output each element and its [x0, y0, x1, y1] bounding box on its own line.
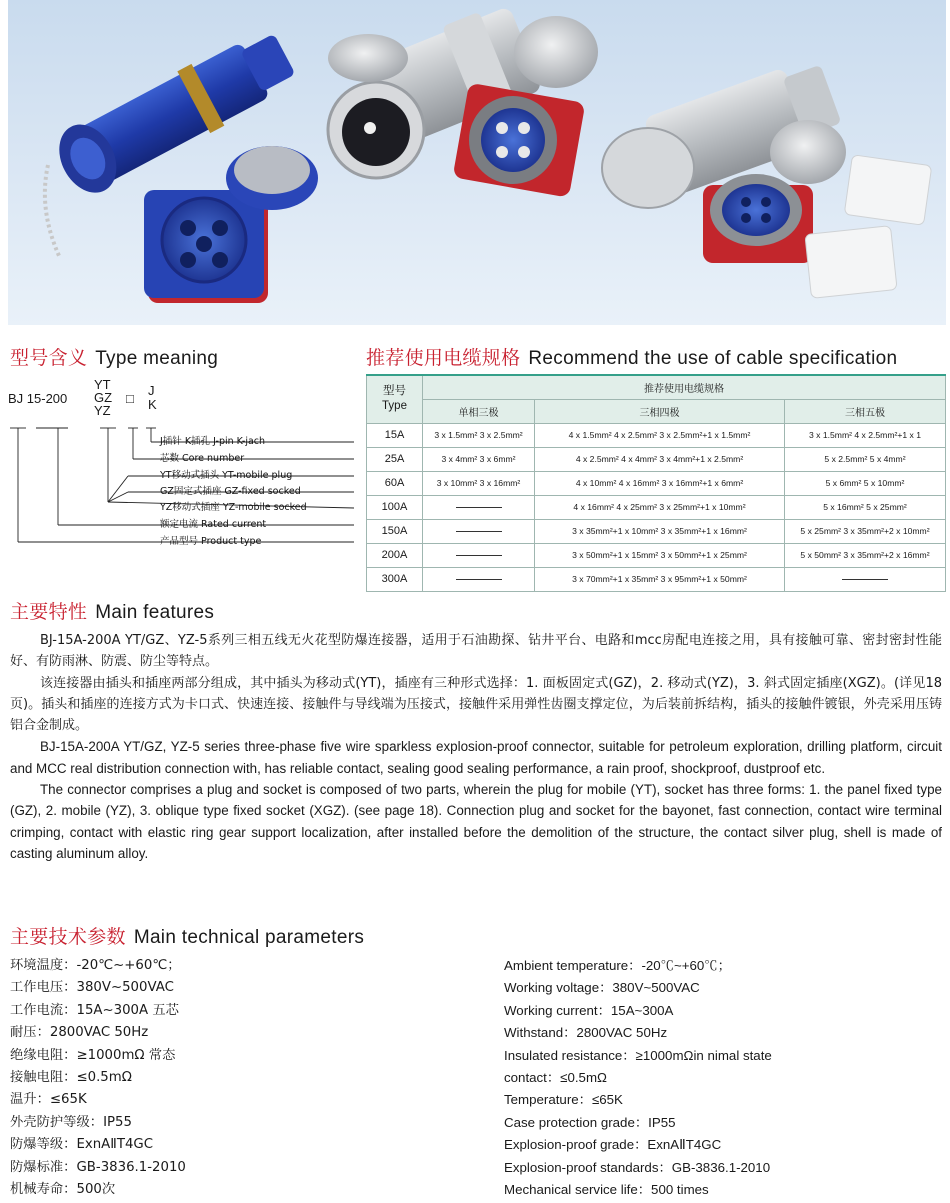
- param-item-cn: 耐压：2800VAC 50Hz: [10, 1025, 149, 1041]
- main-features-text: [10, 630, 942, 864]
- table-cell-five: 5 x 6mm² 5 x 10mm²: [785, 471, 946, 495]
- param-item-cn: 环境温度：-20℃~+60℃；: [10, 958, 181, 973]
- param-item-cn: 机械寿命：500次: [10, 1182, 116, 1198]
- param-item-en: Ambient temperature：-20℃~+60℃；: [504, 958, 731, 973]
- param-item-cn: 绝缘电阻：≥1000mΩ 常态: [10, 1047, 176, 1063]
- table-header-three-phase-five: 三相五极: [785, 399, 946, 423]
- table-cell-five: 5 x 50mm² 3 x 35mm²+2 x 16mm²: [785, 543, 946, 567]
- main-features-title-cn: 主要特性: [10, 601, 88, 623]
- label-rated-current: 额定电流 Rated current: [160, 519, 267, 530]
- table-cell-single: 3 x 4mm² 3 x 6mm²: [423, 447, 535, 471]
- table-row: [367, 567, 946, 591]
- cable-spec-title-cn: 推荐使用电缆规格: [366, 347, 521, 369]
- table-cell-type: 150A: [367, 519, 423, 543]
- technical-params-title-cn: 主要技术参数: [10, 926, 126, 948]
- table-cell-five: [785, 567, 946, 591]
- grey-socket-right: [703, 174, 813, 263]
- main-features-title-en: Main features: [95, 602, 215, 623]
- table-header-type: [367, 375, 423, 423]
- table-row: [367, 447, 946, 471]
- table-cell-five: 5 x 25mm² 3 x 35mm²+2 x 10mm²: [785, 519, 946, 543]
- table-cell-single: [423, 495, 535, 519]
- cable-spec-title-en: Recommend the use of cable specification: [528, 348, 898, 369]
- feature-paragraph-en-1: BJ-15A-200A YT/GZ, YZ-5 series three-phase five wire sparkless explosion-proof connector, suitable for petroleum exploration, drilling platform, circuit and MCC real distribution connection with, has reliable contact, sealing good sealing performance, a rain proof, shockproof, dustproof etc.: [10, 739, 942, 776]
- technical-params-title: [10, 922, 364, 949]
- technical-params-title-en: Main technical parameters: [133, 927, 365, 948]
- param-item-en: Working voltage：380V~500VAC: [504, 980, 700, 996]
- grey-socket-red-flange: [453, 83, 586, 198]
- main-features-title: [10, 597, 214, 624]
- cable-spec-table: [366, 374, 946, 592]
- type-code-main: BJ 15-200: [8, 391, 68, 406]
- table-header-group: 推荐使用电缆规格: [423, 375, 946, 399]
- type-code-j: J: [148, 383, 155, 398]
- table-row: [367, 471, 946, 495]
- label-gz-fixed-socket: GZ固定式插座 GZ-fixed socked: [160, 486, 301, 497]
- param-item-en: Withstand：2800VAC 50Hz: [504, 1025, 668, 1041]
- param-item-cn: 接触电阻：≤0.5mΩ: [10, 1070, 132, 1086]
- type-meaning-title-cn: 型号含义: [10, 347, 88, 369]
- table-row: [367, 543, 946, 567]
- table-cell-five: 5 x 16mm² 5 x 25mm²: [785, 495, 946, 519]
- label-product-type: 产品型号 Product type: [160, 536, 262, 547]
- type-code-k: K: [148, 397, 157, 412]
- table-cell-type: 25A: [367, 447, 423, 471]
- param-item-cn: 外壳防护等级：IP55: [10, 1114, 132, 1130]
- table-cell-five: 5 x 2.5mm² 5 x 4mm²: [785, 447, 946, 471]
- type-code-gz: GZ: [94, 390, 113, 405]
- param-item-cn: 温升：≤65K: [10, 1092, 87, 1108]
- type-code-jk: [148, 384, 157, 412]
- param-item-cn: 工作电流：15A~300A 五芯: [10, 1002, 179, 1018]
- table-header-type-en: Type: [382, 400, 407, 413]
- type-code-variants: [94, 378, 112, 417]
- feature-paragraph-cn-2: 该连接器由插头和插座两部分组成，其中插头为移动式(YT)，插座有三种形式选择：1. 面板固定式(GZ)，2. 移动式(YZ)，3. 斜式固定插座(XGZ)。(详见18页)。插头和插座的连接方式为卡口式、快速连接、接触件与导线端为压接式，接触件采用弹性齿圈支撑定位，为后装前拆结构，插头的接触件镀银，外壳采用压铸铝合金制成。: [10, 675, 942, 734]
- label-core-number: 芯数 Core number: [160, 453, 245, 464]
- table-header-type-cn: 型号: [383, 385, 406, 398]
- table-cell-single: [423, 543, 535, 567]
- table-cell-four: 4 x 1.5mm² 4 x 2.5mm² 3 x 2.5mm²+1 x 1.5mm²: [535, 423, 785, 447]
- table-header-three-phase-four: 三相四极: [535, 399, 785, 423]
- label-yt-mobile-plug: YT移动式插头 YT-mobile plug: [160, 470, 293, 481]
- param-item-en: Mechanical service life：500 times: [504, 1182, 709, 1198]
- label-pin-jack: J插针 K插孔 J-pin K-jach: [160, 436, 266, 447]
- param-item-en: Temperature：≤65K: [504, 1092, 623, 1108]
- param-item-en: Insulated resistance：≥1000mΩin nimal state: [504, 1047, 772, 1063]
- technical-params-en-list: [504, 955, 772, 1201]
- technical-params-cn-list: [10, 955, 186, 1201]
- table-header-single-phase: 单相三极: [423, 399, 535, 423]
- cable-spec-title: [366, 343, 897, 370]
- table-cell-type: 200A: [367, 543, 423, 567]
- type-meaning-title-en: Type meaning: [95, 348, 219, 369]
- feature-paragraph-cn-1: BJ-15A-200A YT/GZ、YZ-5系列三相五线无火花型防爆连接器，适用于石油勘探、钻井平台、电路和mcc房配电连接之用，具有接触可靠、密封密封性能好、有防雨淋、防震、防尘等特点。: [10, 633, 942, 670]
- param-item-en: contact：≤0.5mΩ: [504, 1070, 607, 1086]
- table-cell-four: 4 x 16mm² 4 x 25mm² 3 x 25mm²+1 x 10mm²: [535, 495, 785, 519]
- connector-photo-illustration: [8, 0, 946, 325]
- feature-paragraph-en-2: The connector comprises a plug and socket is composed of two parts, wherein the plug for mobile (YT), socket has three forms: 1. the panel fixed type (GZ), 2. mobile (YZ), 3. oblique type fixed socket (XGZ). (see page 18). Connection plug and socket for the bayonet, fast connection, contact wire terminal crimping, contact with elastic ring gear support localization, after installed before the demolition of the structure, the contact silver plug, shell is made of casting aluminum alloy.: [10, 782, 942, 861]
- table-cell-single: [423, 567, 535, 591]
- param-item-en: Explosion-proof grade：ExnAⅡT4GC: [504, 1137, 722, 1153]
- type-code-yz: YZ: [94, 403, 111, 418]
- param-item-en: Case protection grade：IP55: [504, 1114, 676, 1130]
- type-code-box: □: [126, 391, 134, 406]
- table-cell-type: 300A: [367, 567, 423, 591]
- table-cell-single: [423, 519, 535, 543]
- table-cell-single: 3 x 10mm² 3 x 16mm²: [423, 471, 535, 495]
- table-cell-four: 4 x 10mm² 4 x 16mm² 3 x 16mm²+1 x 6mm²: [535, 471, 785, 495]
- product-photo: [8, 0, 946, 325]
- table-cell-five: 3 x 1.5mm² 4 x 2.5mm²+1 x 1: [785, 423, 946, 447]
- param-item-en: Explosion-proof standards：GB-3836.1-2010: [504, 1159, 771, 1175]
- table-cell-four: 3 x 50mm²+1 x 15mm² 3 x 50mm²+1 x 25mm²: [535, 543, 785, 567]
- type-code-yt: YT: [94, 377, 111, 392]
- table-row: [367, 495, 946, 519]
- table-cell-four: 4 x 2.5mm² 4 x 4mm² 3 x 4mm²+1 x 2.5mm²: [535, 447, 785, 471]
- table-cell-type: 100A: [367, 495, 423, 519]
- table-cell-four: 3 x 70mm²+1 x 35mm² 3 x 95mm²+1 x 50mm²: [535, 567, 785, 591]
- table-cell-type: 60A: [367, 471, 423, 495]
- cable-spec-table-body: [367, 423, 946, 591]
- label-yz-mobile-socket: YZ移动式插座 YZ-mobile socked: [160, 502, 307, 513]
- param-item-cn: 防爆标准：GB-3836.1-2010: [10, 1159, 186, 1175]
- table-cell-four: 3 x 35mm²+1 x 10mm² 3 x 35mm²+1 x 16mm²: [535, 519, 785, 543]
- table-cell-single: 3 x 1.5mm² 3 x 2.5mm²: [423, 423, 535, 447]
- table-row: [367, 519, 946, 543]
- blue-socket: [144, 190, 268, 303]
- table-row: [367, 423, 946, 447]
- param-item-cn: 防爆等级：ExnAⅡT4GC: [10, 1137, 153, 1153]
- param-item-en: Working current：15A~300A: [504, 1002, 674, 1018]
- table-cell-type: 15A: [367, 423, 423, 447]
- type-meaning-diagram: [8, 376, 358, 571]
- type-meaning-title: [10, 343, 218, 370]
- param-item-cn: 工作电压：380V~500VAC: [10, 980, 174, 996]
